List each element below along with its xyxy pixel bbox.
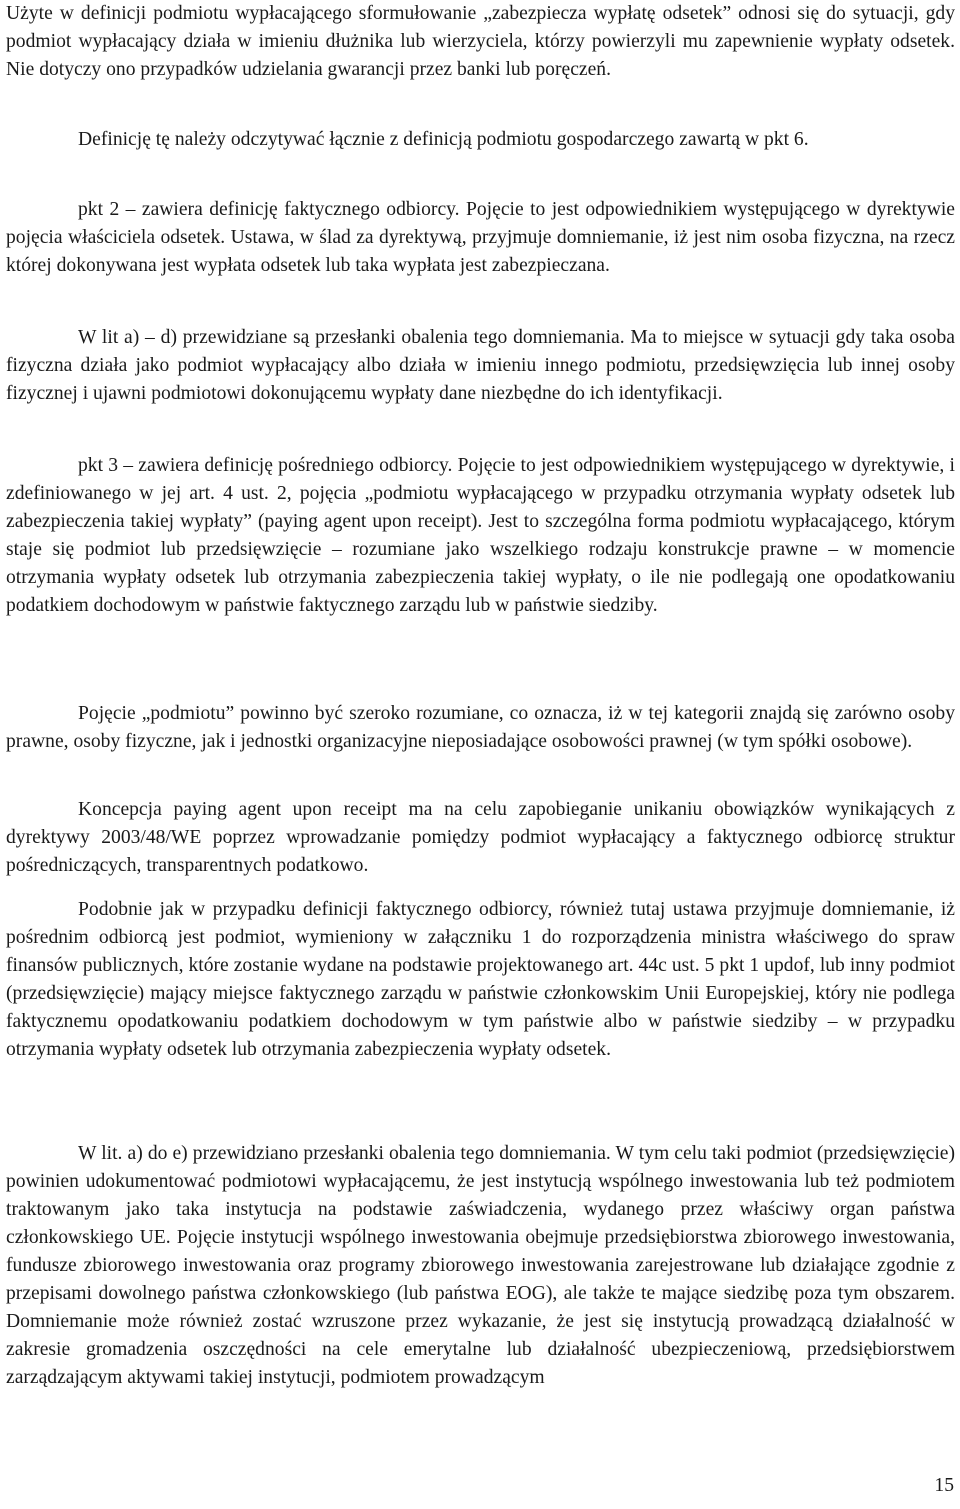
paragraph-3: pkt 2 – zawiera definicję faktycznego odbiorcy. Pojęcie to jest odpowiednikiem występującego w dyrektywie pojęcia właściciela odsetek. Ustawa, w ślad za dyrektywą, przyjmuje domniemanie, iż jest nim osoba fizyczna, na rzecz której dokonywana jest wypłata odsetek lub taka wypłata jest zabezpieczana. [6, 199, 955, 276]
page-number: 15 [934, 1475, 954, 1496]
paragraph-5: pkt 3 – zawiera definicję pośredniego odbiorcy. Pojęcie to jest odpowiednikiem występującego w dyrektywie, i zdefiniowanego w jej art. 4 ust. 2, pojęcia „podmiotu wypłacającego w przypadku otrzymania wypłaty odsetek lub zabezpieczenia takiej wypłaty” (paying agent upon receipt). Jest to szczególna forma podmiotu wypłacającego, którym staje się podmiot lub przedsięwzięcie – rozumiane jako wszelkiego rodzaju konstrukcje prawne – w momencie otrzymania wypłaty odsetek lub otrzymania zabezpieczenia takiej wypłaty, o ile nie podlegają one opodatkowaniu podatkiem dochodowym w państwie faktycznego zarządu lub w państwie siedziby. [6, 455, 955, 616]
paragraph-2: Definicję tę należy odczytywać łącznie z definicją podmiotu gospodarczego zawartą w pkt 6. [78, 129, 809, 150]
paragraph-1: Użyte w definicji podmiotu wypłacającego sformułowanie „zabezpiecza wypłatę odsetek” odnosi się do sytuacji, gdy podmiot wypłacający działa w imieniu dłużnika lub wierzyciela, którzy powierzyli mu zapewnienie wypłaty odsetek. Nie dotyczy ono przypadków udzielania gwarancji przez banki lub poręczeń. [6, 3, 955, 80]
paragraph-8: Podobnie jak w przypadku definicji faktycznego odbiorcy, również tutaj ustawa przyjmuje domniemanie, iż pośrednim odbiorcą jest podmiot, wymieniony w załączniku 1 do rozporządzenia ministra właściwego do spraw finansów publicznych, które zostanie wydane na podstawie projektowanego art. 44c ust. 5 pkt 1 updof, lub inny podmiot (przedsięwzięcie) mający miejsce faktycznego zarządu w państwie członkowskim Unii Europejskiej, który nie podlega faktycznemu opodatkowaniu podatkiem dochodowym w tym państwie albo w państwie siedziby – w przypadku otrzymania wypłaty odsetek lub otrzymania zabezpieczenia wypłaty odsetek. [6, 899, 955, 1060]
paragraph-7: Koncepcja paying agent upon receipt ma na celu zapobieganie unikaniu obowiązków wynikających z dyrektywy 2003/48/WE poprzez wprowadzanie pomiędzy podmiot wypłacający a faktycznego odbiorcę struktur pośredniczących, transparentnych podatkowo. [6, 799, 955, 876]
paragraph-9: W lit. a) do e) przewidziano przesłanki obalenia tego domniemania. W tym celu taki podmiot (przedsięwzięcie) powinien udokumentować podmiotowi wypłacającemu, że jest instytucją wspólnego inwestowania lub też podmiotem traktowanym jako taka instytucja na podstawie zaświadczenia, wydanego przez właściwy organ państwa członkowskiego UE. Pojęcie instytucji wspólnego inwestowania obejmuje przedsiębiorstwa zbiorowego inwestowania, fundusze zbiorowego inwestowania oraz programy zbiorowego inwestowania zarejestrowane lub działające zgodnie z przepisami dowolnego państwa członkowskiego (lub państwa EOG), ale także te mające siedzibę poza tym obszarem. Domniemanie może również zostać wzruszone przez wykazanie, że jest się instytucją prowadzącą działalność w zakresie gromadzenia oszczędności na cele emerytalne lub działalność ubezpieczeniową, przedsiębiorstwem zarządzającym aktywami takiej instytucji, podmiotem prowadzącym [6, 1143, 955, 1388]
paragraph-6: Pojęcie „podmiotu” powinno być szeroko rozumiane, co oznacza, iż w tej kategorii znajdą się zarówno osoby prawne, osoby fizyczne, jak i jednostki organizacyjne nieposiadające osobowości prawnej (w tym spółki osobowe). [6, 703, 955, 752]
paragraph-4: W lit a) – d) przewidziane są przesłanki obalenia tego domniemania. Ma to miejsce w sytuacji gdy taka osoba fizyczna działa jako podmiot wypłacający albo działa w imieniu innego podmiotu, przedsięwzięcia lub innej osoby fizycznej i ujawni podmiotowi dokonującemu wypłaty dane niezbędne do ich identyfikacji. [6, 327, 955, 404]
